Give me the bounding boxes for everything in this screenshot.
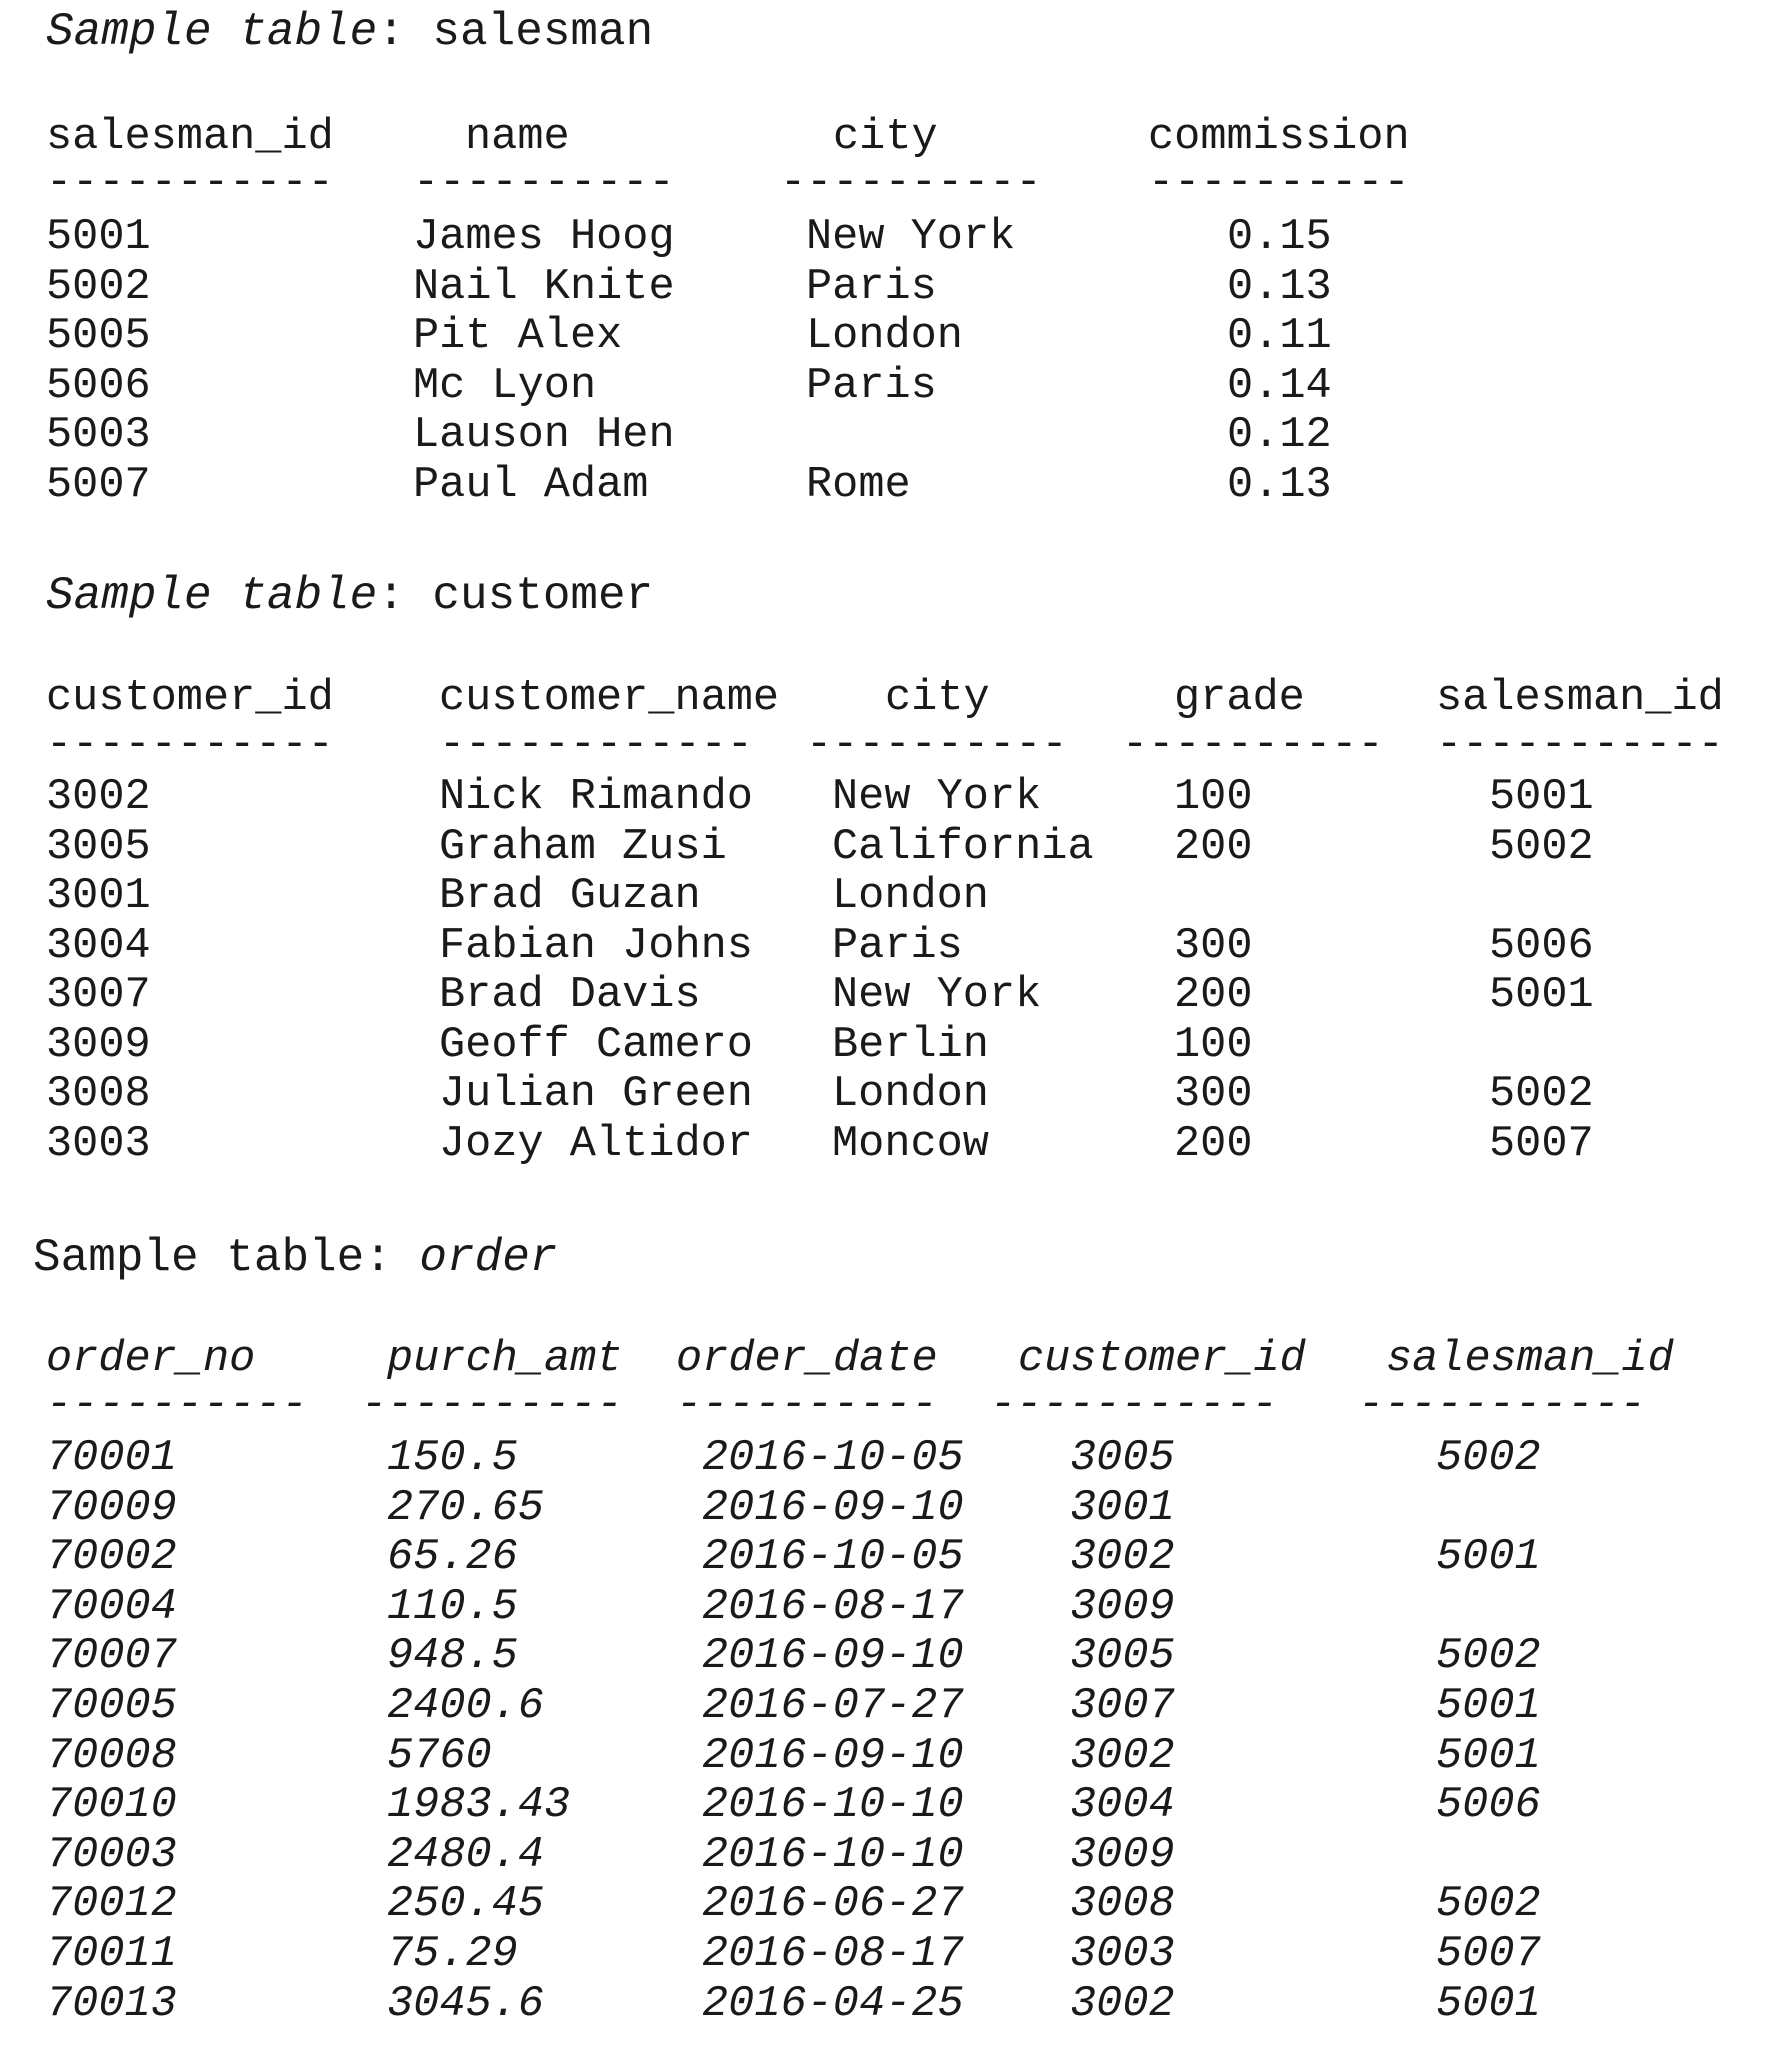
customer-table-cell: Paris xyxy=(832,921,963,971)
salesman-table-cell: 0.11 xyxy=(1227,312,1332,362)
order-table-cell: 2016-10-05 xyxy=(702,1434,964,1484)
salesman-table-cell: 5002 xyxy=(46,262,151,312)
customer-table-cell: 100 xyxy=(1174,1020,1253,1070)
salesman-table-cell: Nail Knite xyxy=(413,262,675,312)
order-table-cell: 5760 xyxy=(387,1731,492,1781)
order-table-cell: 3003 xyxy=(1070,1930,1175,1980)
customer-table-cell: 5002 xyxy=(1489,822,1594,872)
order-column-header: purch_amt xyxy=(387,1335,623,1385)
customer-table-cell: 5007 xyxy=(1489,1119,1594,1169)
customer-table-cell: 200 xyxy=(1174,1119,1253,1169)
customer-table-cell: 5002 xyxy=(1489,1070,1594,1120)
order-table-cell: 2016-08-17 xyxy=(702,1583,964,1632)
order-table-cell: 70011 xyxy=(46,1930,177,1980)
order-table-cell: 70007 xyxy=(46,1632,177,1682)
order-table-cell: 5001 xyxy=(1436,1979,1541,2029)
order-column-divider: ----------- xyxy=(1358,1381,1646,1431)
order-table-cell: 3001 xyxy=(1070,1483,1175,1533)
order-column-divider: ----------- xyxy=(990,1381,1278,1431)
salesman-column-divider: ---------- xyxy=(1148,159,1410,209)
order-table-cell: 150.5 xyxy=(387,1434,518,1484)
customer-table-cell: 3001 xyxy=(46,872,151,922)
order-table-cell: 3004 xyxy=(1070,1781,1175,1831)
order-table-cell: 3005 xyxy=(1070,1434,1175,1484)
customer-column-divider: ---------- xyxy=(806,721,1068,771)
customer-table-cell: Graham Zusi xyxy=(439,822,727,872)
salesman-table-cell: London xyxy=(806,312,963,362)
salesman-column-divider: ----------- xyxy=(46,159,334,209)
order-table-cell: 2016-04-25 xyxy=(702,1979,964,2029)
order-table-cell: 2400.6 xyxy=(387,1682,544,1732)
order-table-cell: 5001 xyxy=(1436,1731,1541,1781)
customer-column-header: city xyxy=(885,674,990,724)
order-table-cell: 2016-06-27 xyxy=(702,1880,964,1930)
order-table-cell: 75.29 xyxy=(387,1930,518,1980)
customer-table-cell: 100 xyxy=(1174,773,1253,823)
order-table-cell: 250.45 xyxy=(387,1880,544,1930)
customer-table-cell: London xyxy=(832,1070,989,1120)
order-column-header: order_date xyxy=(676,1335,938,1385)
order-table-cell: 2016-10-10 xyxy=(702,1781,964,1831)
order-table-cell: 70003 xyxy=(46,1831,177,1880)
customer-table-cell: Berlin xyxy=(832,1020,989,1070)
salesman-column-header: city xyxy=(833,113,938,163)
customer-column-header: grade xyxy=(1174,674,1305,724)
order-column-divider: ---------- xyxy=(676,1381,938,1431)
order-table-cell: 70001 xyxy=(46,1434,177,1484)
salesman-table-cell: 5006 xyxy=(46,361,151,411)
salesman-column-header: salesman_id xyxy=(46,113,334,163)
order-table-cell: 3002 xyxy=(1070,1731,1175,1781)
customer-table-cell: Fabian Johns xyxy=(439,921,753,971)
customer-column-divider: ----------- xyxy=(1436,721,1724,771)
order-column-header: customer_id xyxy=(1018,1335,1306,1385)
salesman-table-cell: Rome xyxy=(806,460,911,510)
order-table-cell: 2016-09-10 xyxy=(702,1632,964,1682)
customer-table-cell: New York xyxy=(832,773,1042,823)
salesman-title-name: : salesman xyxy=(377,6,654,58)
order-table-cell: 70002 xyxy=(46,1533,177,1583)
salesman-table-cell: New York xyxy=(806,213,1016,263)
order-table-cell: 3009 xyxy=(1070,1583,1175,1632)
customer-column-divider: ---------- xyxy=(1122,721,1384,771)
order-table-cell: 3002 xyxy=(1070,1533,1175,1583)
order-column-divider: ---------- xyxy=(46,1381,308,1431)
order-table-cell: 3005 xyxy=(1070,1632,1175,1682)
order-table-cell: 70013 xyxy=(46,1979,177,2029)
salesman-table-cell: Paris xyxy=(806,361,937,411)
salesman-column-header: name xyxy=(465,113,570,163)
order-table-cell: 2016-10-05 xyxy=(702,1533,964,1583)
salesman-table-cell: 5001 xyxy=(46,213,151,263)
order-table-cell: 110.5 xyxy=(387,1583,518,1632)
customer-table-cell: 5001 xyxy=(1489,971,1594,1021)
customer-column-header: salesman_id xyxy=(1436,674,1724,724)
order-table-cell: 5002 xyxy=(1436,1880,1541,1930)
customer-column-header: customer_id xyxy=(46,674,334,724)
customer-table-cell: 5006 xyxy=(1489,921,1594,971)
order-table-cell: 2016-09-10 xyxy=(702,1731,964,1781)
customer-table-cell: New York xyxy=(832,971,1042,1021)
order-table-cell: 2016-09-10 xyxy=(702,1483,964,1533)
order-table-cell: 70010 xyxy=(46,1781,177,1831)
order-table-cell: 70005 xyxy=(46,1682,177,1732)
customer-table-cell: 3003 xyxy=(46,1119,151,1169)
order-table-cell: 3002 xyxy=(1070,1979,1175,2029)
customer-table-cell: 300 xyxy=(1174,1070,1253,1120)
salesman-table-cell: Lauson Hen xyxy=(413,411,675,461)
order-table-cell: 70012 xyxy=(46,1880,177,1930)
order-table-cell: 5001 xyxy=(1436,1533,1541,1583)
customer-table-cell: Nick Rimando xyxy=(439,773,753,823)
order-table-cell: 1983.43 xyxy=(387,1781,571,1831)
order-table-cell: 65.26 xyxy=(387,1533,518,1583)
salesman-table-cell: 0.15 xyxy=(1227,213,1332,263)
customer-table-cell: 5001 xyxy=(1489,773,1594,823)
order-table-cell: 3007 xyxy=(1070,1682,1175,1732)
customer-table-cell: London xyxy=(832,872,989,922)
order-table-cell: 2016-07-27 xyxy=(702,1682,964,1732)
customer-table-cell: 300 xyxy=(1174,921,1253,971)
salesman-table-cell: Mc Lyon xyxy=(413,361,597,411)
customer-table-cell: California xyxy=(832,822,1094,872)
customer-table-cell: 3005 xyxy=(46,822,151,872)
customer-table-cell: 200 xyxy=(1174,971,1253,1021)
order-table-cell: 3009 xyxy=(1070,1831,1175,1880)
customer-table-cell: 3002 xyxy=(46,773,151,823)
customer-table-cell: 3008 xyxy=(46,1070,151,1120)
customer-table-cell: Brad Guzan xyxy=(439,872,701,922)
order-title-label: Sample table: xyxy=(33,1232,420,1284)
customer-table-cell: Moncow xyxy=(832,1119,989,1169)
customer-column-header: customer_name xyxy=(439,674,780,724)
order-table-cell: 70008 xyxy=(46,1731,177,1781)
customer-column-divider: ------------ xyxy=(439,721,753,771)
order-table-cell: 3045.6 xyxy=(387,1979,544,2029)
salesman-column-divider: ---------- xyxy=(413,159,675,209)
order-column-divider: ---------- xyxy=(361,1381,623,1431)
order-table-cell: 5007 xyxy=(1436,1930,1541,1980)
salesman-table-cell: 0.14 xyxy=(1227,361,1332,411)
salesman-table-cell: 5003 xyxy=(46,411,151,461)
customer-table-cell: 3009 xyxy=(46,1020,151,1070)
order-table-cell: 2016-10-10 xyxy=(702,1831,964,1880)
salesman-table-cell: Pit Alex xyxy=(413,312,623,362)
order-table-cell: 270.65 xyxy=(387,1483,544,1533)
salesman-table-cell: 0.13 xyxy=(1227,262,1332,312)
order-table-cell: 948.5 xyxy=(387,1632,518,1682)
order-table-cell: 5002 xyxy=(1436,1632,1541,1682)
salesman-column-divider: ---------- xyxy=(780,159,1042,209)
customer-column-divider: ----------- xyxy=(46,721,334,771)
order-table-cell: 5006 xyxy=(1436,1781,1541,1831)
salesman-table-cell: James Hoog xyxy=(413,213,675,263)
salesman-table-cell: Paris xyxy=(806,262,937,312)
salesman-table-cell: 5007 xyxy=(46,460,151,510)
order-table-cell: 5001 xyxy=(1436,1682,1541,1732)
order-column-header: salesman_id xyxy=(1386,1335,1674,1385)
customer-table-cell: 200 xyxy=(1174,822,1253,872)
customer-table-cell: 3007 xyxy=(46,971,151,1021)
order-column-header: order_no xyxy=(46,1335,256,1385)
order-title-name: order xyxy=(419,1232,558,1284)
customer-table-cell: Julian Green xyxy=(439,1070,753,1120)
order-table-cell: 70004 xyxy=(46,1583,177,1632)
customer-table-cell: Jozy Altidor xyxy=(439,1119,753,1169)
salesman-title-label: Sample table xyxy=(46,6,378,58)
order-table-cell: 2016-08-17 xyxy=(702,1930,964,1980)
order-table-cell: 5002 xyxy=(1436,1434,1541,1484)
customer-table-cell: Geoff Camero xyxy=(439,1020,753,1070)
customer-title-label: Sample table xyxy=(46,570,378,622)
salesman-table-cell: 5005 xyxy=(46,312,151,362)
order-table-cell: 70009 xyxy=(46,1483,177,1533)
salesman-table-cell: Paul Adam xyxy=(413,460,649,510)
order-table-cell: 2480.4 xyxy=(387,1831,544,1880)
customer-table-cell: Brad Davis xyxy=(439,971,701,1021)
salesman-table-cell: 0.12 xyxy=(1227,411,1332,461)
customer-title-name: : customer xyxy=(377,570,654,622)
order-table-cell: 3008 xyxy=(1070,1880,1175,1930)
customer-table-cell: 3004 xyxy=(46,921,151,971)
salesman-table-cell: 0.13 xyxy=(1227,460,1332,510)
salesman-column-header: commission xyxy=(1148,113,1410,163)
